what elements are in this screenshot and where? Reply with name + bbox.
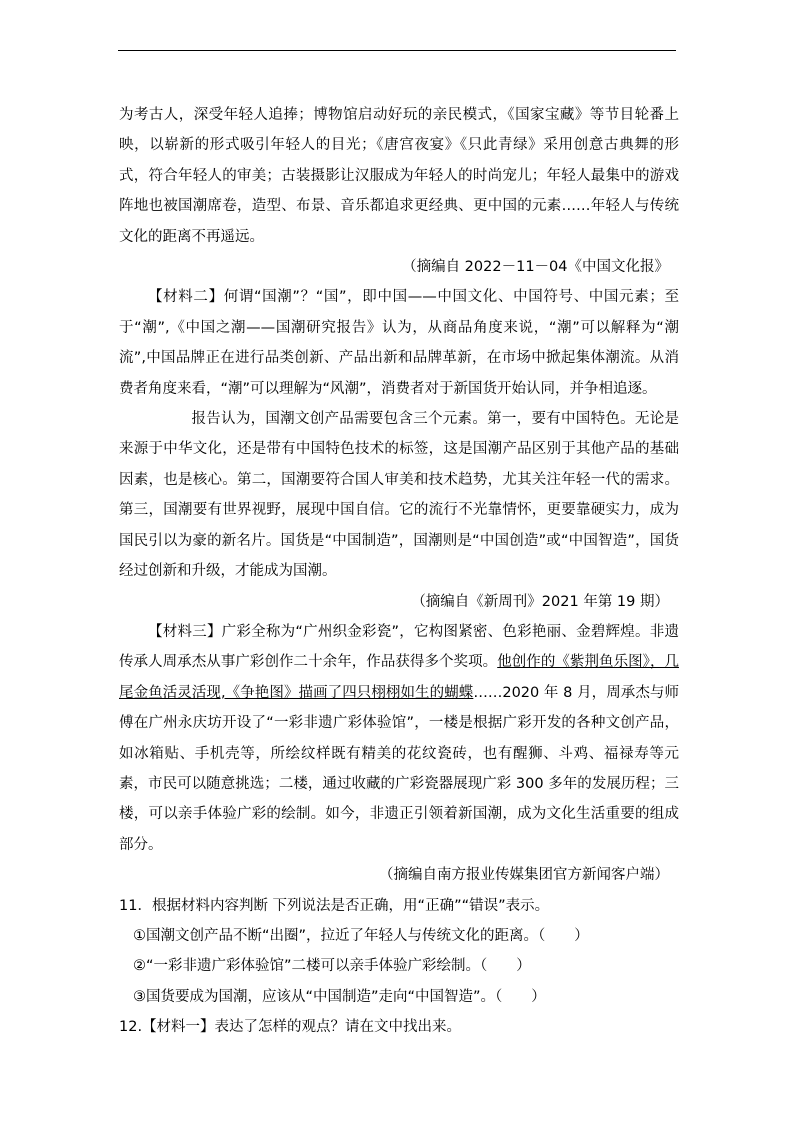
material2-para1: 【材料二】何谓“国潮”？“国”，即中国——中国文化、中国符号、中国元素；至于“潮”,《中国之潮——国潮研究报告》认为，从商品角度来说，“潮”可以解释为“潮流”,中国品牌正在进行品类创新、产品出新和品牌革新，在市场中掀起集体潮流。从消费者角度来看，“潮”可以理解为“风潮”，消费者对于新国货开始认同，并争相追逐。 [119, 289, 679, 397]
material2-para2: 报告认为，国潮文创产品需要包含三个元素。第一，要有中国特色。无论是来源于中华文化，还是带有中国特色技术的标签，这是国潮产品区别于其他产品的基础因素，也是核心。第二，国潮要符合国人审美和技术趋势，尤其关注年轻一代的需求。第三，国潮要有世界视野，展现中国自信。它的流行不光靠情怀，更要靠硬实力，成为国民引以为豪的新名片。国货是“中国制造”，国潮则是“中国创造”或“中国智造”，国货经过创新和升级，才能成为国潮。 [119, 411, 679, 580]
header-rule [118, 50, 676, 51]
material2-source: （摘编自《新周刊》2021 年第 19 期） [411, 593, 669, 610]
material3-part1: 【材料三】广彩全称为“广州织金彩瓷”，它构图紧密、色彩艳丽、金碧辉煌。非遗传承人周承杰从事广彩创作二十余年，作品获得多个奖项。 [119, 623, 679, 671]
question-11-item: ②“一彩非遗广彩体验馆”二楼可以亲手体验广彩绘制。（ ） [133, 958, 531, 975]
material1-source: （摘编自 2022－11－04《中国文化报》 [402, 259, 669, 276]
question-12: 12.【材料一】表达了怎样的观点？请在文中找出来。 [119, 1019, 462, 1036]
question-11-item: ③国货要成为国潮，应该从“中国制造”走向“中国智造”。（ ） [133, 988, 546, 1005]
material3-text [119, 617, 679, 860]
question-11-item: ①国潮文创产品不断“出圈”，拉近了年轻人与传统文化的距离。（ ） [133, 927, 589, 944]
material3-part2: ……2020 年 8 月，周承杰与师傅在广州永庆坊开设了“一彩非遗广彩体验馆”，一楼是根据广彩开发的各种文创产品，如冰箱贴、手机壳等，所绘纹样既有精美的花纹瓷砖，也有醒狮、斗鸡、福禄寿等元素，市民可以随意挑选；二楼，通过收藏的广彩瓷器展现广彩 300 多年的发展历程；三楼，可以亲手体验广彩的绘制。如今，非遗正引领着新国潮，成为文化生活重要的组成部分。 [119, 684, 679, 853]
material3-underlined: 他创作的《紫荆鱼乐图》，几尾金鱼活灵活现,《争艳图》描画了四只栩栩如生的蝴蝶 [119, 654, 680, 701]
material3-source: （摘编自南方报业传媒集团官方新闻客户端） [379, 867, 669, 884]
material1-text: 为考古人，深受年轻人追捧；博物馆启动好玩的亲民模式，《国家宝藏》等节目轮番上映，以崭新的形式吸引年轻人的目光；《唐宫夜宴》《只此青绿》采用创意古典舞的形式，符合年轻人的审美；古装摄影让汉服成为年轻人的时尚宠儿；年轻人最集中的游戏阵地也被国潮席卷，造型、布景、音乐都追求更经典、更中国的元素……年轻人与传统文化的距离不再遥远。 [119, 107, 679, 245]
document-body [119, 100, 679, 1043]
question-11: 11．根据材料内容判断 下列说法是否正确，用“正确”“错误”表示。 [119, 897, 550, 914]
